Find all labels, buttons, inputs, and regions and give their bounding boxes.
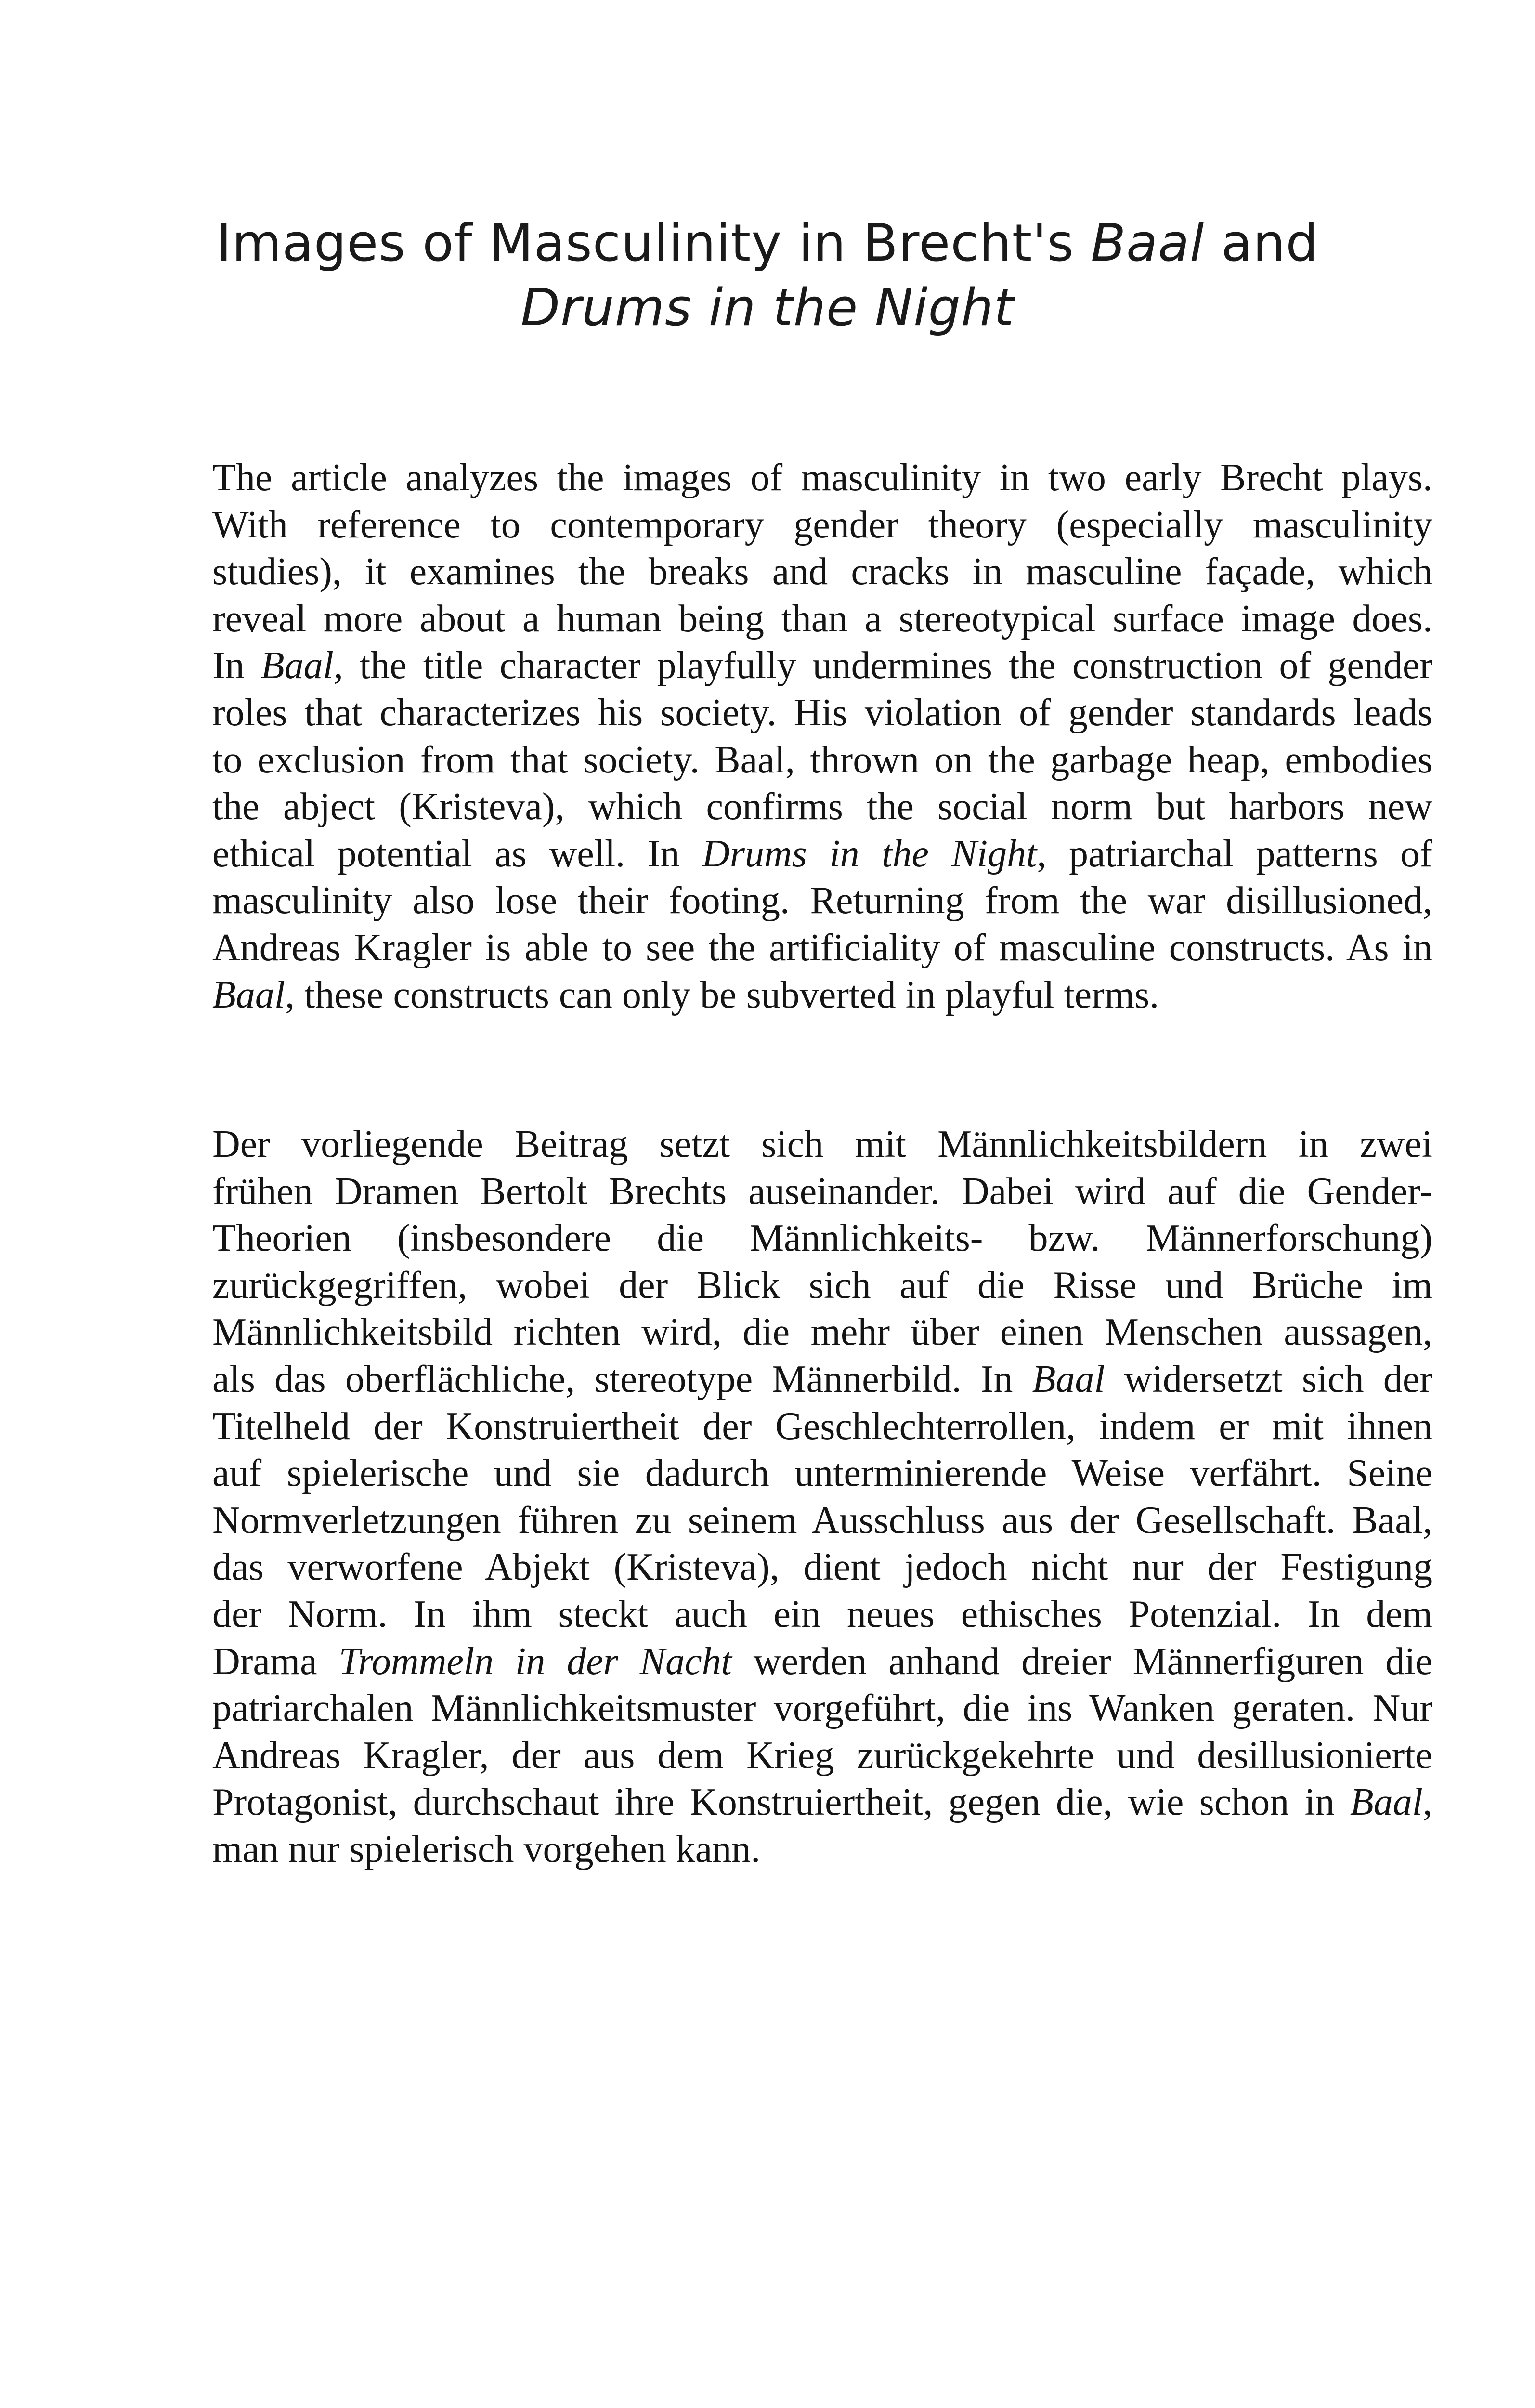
abstract-en-line [212,596,1432,643]
abstract-en-line [212,972,1432,1019]
text-segment: In [212,644,261,687]
abstract-de-line [212,1638,1432,1686]
abstract-en-line [212,831,1432,878]
abstract-de-line [212,1168,1432,1216]
text-segment: als das oberflächliche, stereotype Männerbild. In [212,1358,1032,1400]
text-segment: masculinity also lose their footing. Returning from the war disillusioned, [212,879,1432,922]
italic-title-ref: Trommeln in der Nacht [338,1640,732,1683]
abstract-en-line [212,549,1432,596]
text-segment: das verworfene Abjekt (Kristeva), dient jedoch nicht nur der Festigung [212,1546,1432,1589]
title-text-italic-drums: Drums in the Night [520,278,1015,337]
text-segment: , these constructs can only be subverted in playful terms. [285,973,1159,1016]
abstract-en-line [212,737,1432,784]
abstract-english [212,455,1432,1019]
text-segment: auf spielerische und sie dadurch unterminierende Weise verfährt. Seine [212,1452,1432,1495]
text-segment: Theorien (insbesondere die Männlichkeits- bzw. Männerforschung) [212,1217,1432,1260]
abstract-de-line [212,1309,1432,1356]
abstract-de-line [212,1450,1432,1497]
abstract-de-line [212,1685,1432,1732]
text-segment: Normverletzungen führen zu seinem Ausschluss aus der Gesellschaft. Baal, [212,1499,1432,1542]
text-segment: man nur spielerisch vorgehen kann. [212,1828,761,1871]
abstract-de-line [212,1779,1432,1826]
abstract-de-line [212,1732,1432,1780]
abstract-en-line [212,642,1432,690]
abstract-de-line [212,1591,1432,1638]
abstract-de-line [212,1121,1432,1168]
abstract-de-line [212,1544,1432,1591]
text-segment: zurückgegriffen, wobei der Blick sich auf die Risse und Brüche im [212,1264,1432,1307]
text-segment: reveal more about a human being than a stereotypical surface image does. [212,597,1432,640]
text-segment: With reference to contemporary gender theory (especially masculinity [212,503,1432,546]
abstract-en-line [212,502,1432,549]
text-segment: roles that characterizes his society. His violation of gender standards leads [212,691,1432,734]
text-segment: Protagonist, durchschaut ihre Konstruiertheit, gegen die, wie schon in [212,1781,1350,1824]
text-segment: , the title character playfully undermines the construction of gender [333,644,1433,687]
text-segment: , patriarchal patterns of [1037,832,1433,875]
title-text-prefix: Images of Masculinity in Brecht's [216,213,1091,273]
abstract-en-line [212,877,1432,925]
text-segment: studies), it examines the breaks and cracks in masculine façade, which [212,550,1432,593]
abstract-german [212,1121,1432,1873]
italic-title-ref: Baal [212,973,286,1016]
text-segment: , [1423,1781,1432,1824]
text-segment: Andreas Kragler, der aus dem Krieg zurückgekehrte und desillusionierte [212,1734,1432,1777]
article-title-line-2 [0,275,1535,341]
text-segment: Andreas Kragler is able to see the artificiality of masculine constructs. As in [212,926,1432,969]
abstract-de-line [212,1215,1432,1262]
text-segment: ethical potential as well. In [212,832,702,875]
abstract-de-line [212,1403,1432,1451]
text-segment: frühen Dramen Bertolt Brechts auseinander. Dabei wird auf die Gender- [212,1170,1432,1213]
abstract-en-line [212,690,1432,737]
abstract-en-line [212,455,1432,502]
text-segment: Titelheld der Konstruiertheit der Geschlechterrollen, indem er mit ihnen [212,1405,1432,1448]
text-segment: der Norm. In ihm steckt auch ein neues ethisches Potenzial. In dem [212,1593,1432,1636]
text-segment: werden anhand dreier Männerfiguren die [731,1640,1433,1683]
text-segment: patriarchalen Männlichkeitsmuster vorgeführt, die ins Wanken geraten. Nur [212,1687,1432,1730]
abstract-en-line [212,784,1432,831]
abstract-de-line [212,1826,1432,1873]
text-segment: to exclusion from that society. Baal, thrown on the garbage heap, embodies [212,738,1432,781]
text-segment: Männlichkeitsbild richten wird, die mehr über einen Menschen aussagen, [212,1311,1432,1354]
abstract-de-line [212,1262,1432,1309]
title-text-suffix: and [1204,213,1319,273]
text-segment: widersetzt sich der [1105,1358,1433,1400]
title-text-italic-baal: Baal [1091,213,1205,273]
italic-title-ref: Drums in the Night [702,832,1037,875]
abstract-de-line [212,1356,1432,1403]
abstract-en-line [212,925,1432,972]
text-segment: Drama [212,1640,339,1683]
text-segment: the abject (Kristeva), which confirms the social norm but harbors new [212,785,1432,828]
italic-title-ref: Baal [260,644,334,687]
abstract-de-line [212,1497,1432,1544]
italic-title-ref: Baal [1350,1781,1423,1824]
italic-title-ref: Baal [1032,1358,1105,1400]
text-segment: Der vorliegende Beitrag setzt sich mit Männlichkeitsbildern in zwei [212,1123,1432,1165]
text-segment: The article analyzes the images of masculinity in two early Brecht plays. [212,457,1432,499]
article-title-line-1 [0,210,1535,276]
